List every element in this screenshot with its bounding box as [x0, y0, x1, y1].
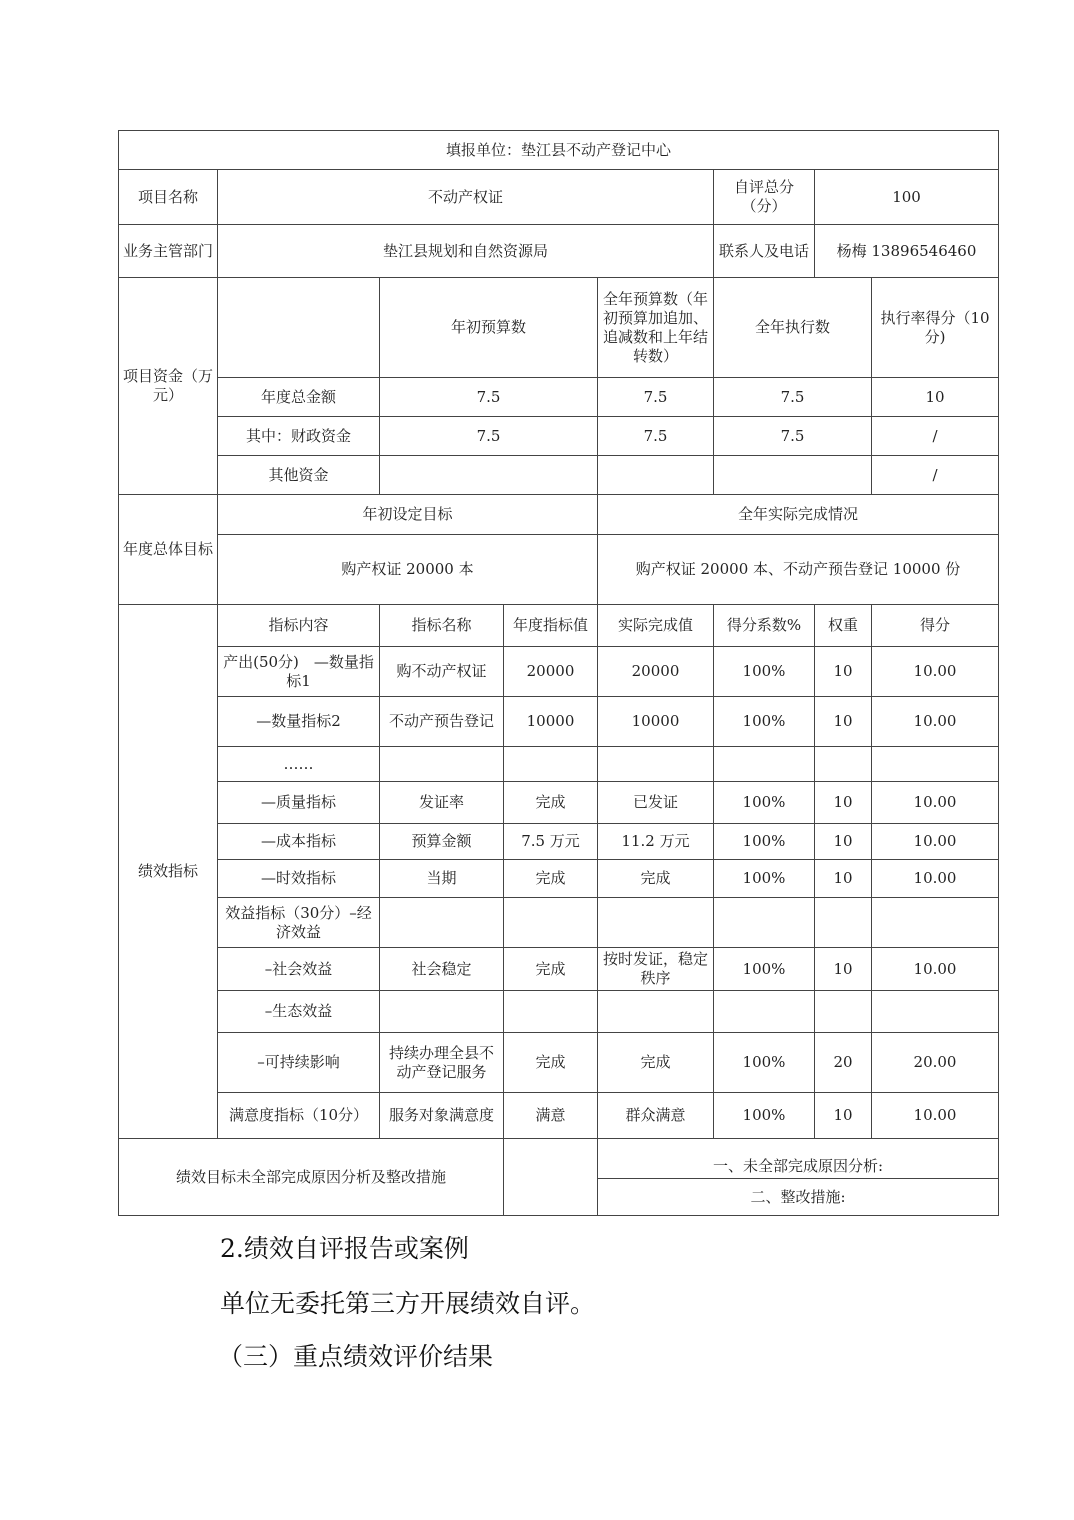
goals-actual-label: 全年实际完成情况: [598, 495, 999, 535]
indicator-score: [872, 991, 999, 1033]
dept-label: 业务主管部门: [119, 225, 218, 278]
indicator-score: 10.00: [872, 860, 999, 898]
indicator-content: 效益指标（30分）–经济效益: [218, 898, 380, 948]
section-heading: 2.绩效自评报告或案例: [220, 1234, 469, 1263]
reporting-unit: 填报单位：垫江县不动产登记中心: [119, 131, 999, 170]
indicator-score: 10.00: [872, 824, 999, 860]
indicator-weight: 10: [815, 1093, 872, 1139]
indicator-actual: 10000: [598, 697, 714, 747]
indicator-name: 预算金额: [380, 824, 504, 860]
indicator-target: 完成: [504, 1033, 598, 1093]
indicator-actual: 已发证: [598, 782, 714, 824]
indicator-actual: 完成: [598, 860, 714, 898]
indicator-coef: 100%: [714, 1033, 815, 1093]
funds-score: /: [872, 456, 999, 495]
indicator-target: 20000: [504, 647, 598, 697]
indicator-score: 20.00: [872, 1033, 999, 1093]
funds-full-year: [598, 456, 714, 495]
table-row: [119, 647, 999, 697]
funds-row: [119, 378, 999, 417]
indicator-actual: 11.2 万元: [598, 824, 714, 860]
indicator-actual: 完成: [598, 1033, 714, 1093]
indicator-score: 10.00: [872, 697, 999, 747]
analysis-reason: 一、未全部完成原因分析:: [598, 1139, 999, 1179]
indicator-coef: 100%: [714, 824, 815, 860]
indicator-coef: [714, 991, 815, 1033]
indicator-header: 年度指标值: [504, 605, 598, 647]
indicator-coef: 100%: [714, 697, 815, 747]
indicator-content: 满意度指标（10分）: [218, 1093, 380, 1139]
funds-row: [119, 456, 999, 495]
indicator-name: 服务对象满意度: [380, 1093, 504, 1139]
indicator-name: 社会稳定: [380, 948, 504, 991]
indicator-target: 完成: [504, 860, 598, 898]
self-score-value: 100: [815, 170, 999, 225]
funds-executed: [714, 456, 872, 495]
indicator-name: [380, 991, 504, 1033]
goals-planned-value: 购产权证 20000 本: [218, 535, 598, 605]
performance-self-evaluation-table: [118, 130, 999, 1216]
indicator-actual: 群众满意: [598, 1093, 714, 1139]
indicator-target: 10000: [504, 697, 598, 747]
table-row: [119, 1093, 999, 1139]
indicator-name: 购不动产权证: [380, 647, 504, 697]
funds-col-executed: 全年执行数: [714, 278, 872, 378]
indicator-weight: 10: [815, 697, 872, 747]
funds-full-year: 7.5: [598, 378, 714, 417]
indicator-target: [504, 898, 598, 948]
indicator-content: –可持续影响: [218, 1033, 380, 1093]
goals-actual-value: 购产权证 20000 本、不动产预告登记 10000 份: [598, 535, 999, 605]
table-row: [119, 948, 999, 991]
indicator-weight: 10: [815, 824, 872, 860]
indicator-content: —质量指标: [218, 782, 380, 824]
indicator-content: –生态效益: [218, 991, 380, 1033]
table-row: [119, 898, 999, 948]
indicator-weight: 10: [815, 948, 872, 991]
table-row: [119, 747, 999, 782]
indicator-weight: 10: [815, 782, 872, 824]
indicator-weight: 10: [815, 860, 872, 898]
dept-value: 垫江县规划和自然资源局: [218, 225, 714, 278]
indicator-name: 当期: [380, 860, 504, 898]
indicator-target: [504, 747, 598, 782]
funds-initial: [380, 456, 598, 495]
indicator-content: —成本指标: [218, 824, 380, 860]
funds-initial: 7.5: [380, 417, 598, 456]
indicator-actual: 按时发证，稳定秩序: [598, 948, 714, 991]
indicator-score: 10.00: [872, 782, 999, 824]
indicator-header: 指标名称: [380, 605, 504, 647]
indicator-name: [380, 747, 504, 782]
funds-row-label: 其中：财政资金: [218, 417, 380, 456]
funds-col-rate-score: 执行率得分（10分): [872, 278, 999, 378]
funds-row: [119, 417, 999, 456]
indicator-score: 10.00: [872, 948, 999, 991]
indicator-name: 持续办理全县不动产登记服务: [380, 1033, 504, 1093]
indicator-weight: 20: [815, 1033, 872, 1093]
indicator-weight: [815, 991, 872, 1033]
analysis-label: 绩效目标未全部完成原因分析及整改措施: [119, 1139, 504, 1216]
funds-row-label: 其他资金: [218, 456, 380, 495]
indicator-content: ……: [218, 747, 380, 782]
indicator-score: [872, 898, 999, 948]
indicators-section-label: 绩效指标: [119, 605, 218, 1139]
indicator-actual: [598, 991, 714, 1033]
funds-initial: 7.5: [380, 378, 598, 417]
table-row: [119, 860, 999, 898]
goals-planned-label: 年初设定目标: [218, 495, 598, 535]
indicator-header: 实际完成值: [598, 605, 714, 647]
funds-section-label: 项目资金（万元）: [119, 278, 218, 495]
analysis-empty: [504, 1139, 598, 1216]
funds-header-empty: [218, 278, 380, 378]
indicator-target: 完成: [504, 782, 598, 824]
indicator-content: —数量指标2: [218, 697, 380, 747]
indicator-actual: 20000: [598, 647, 714, 697]
indicator-target: 满意: [504, 1093, 598, 1139]
indicator-score: [872, 747, 999, 782]
indicator-header: 指标内容: [218, 605, 380, 647]
table-row: [119, 991, 999, 1033]
indicator-name: 发证率: [380, 782, 504, 824]
indicator-content: 产出(50分) —数量指标1: [218, 647, 380, 697]
contact-value: 杨梅 13896546460: [815, 225, 999, 278]
indicator-score: 10.00: [872, 1093, 999, 1139]
funds-score: /: [872, 417, 999, 456]
analysis-measures: 二、整改措施:: [598, 1179, 999, 1216]
funds-col-full-year: 全年预算数（年初预算加追加、追减数和上年结转数）: [598, 278, 714, 378]
indicator-actual: [598, 747, 714, 782]
body-sentence: 单位无委托第三方开展绩效自评。: [220, 1289, 596, 1318]
project-name-value: 不动产权证: [218, 170, 714, 225]
indicator-target: 7.5 万元: [504, 824, 598, 860]
table-row: [119, 697, 999, 747]
contact-label: 联系人及电话: [714, 225, 815, 278]
funds-score: 10: [872, 378, 999, 417]
table-row: [119, 782, 999, 824]
indicator-content: —时效指标: [218, 860, 380, 898]
table-row: [119, 824, 999, 860]
project-name-label: 项目名称: [119, 170, 218, 225]
indicator-header: 得分系数%: [714, 605, 815, 647]
indicator-score: 10.00: [872, 647, 999, 697]
funds-col-initial: 年初预算数: [380, 278, 598, 378]
indicator-coef: [714, 747, 815, 782]
indicator-name: [380, 898, 504, 948]
goals-section-label: 年度总体目标: [119, 495, 218, 605]
indicator-coef: 100%: [714, 860, 815, 898]
table-row: [119, 1033, 999, 1093]
indicator-weight: 10: [815, 647, 872, 697]
funds-executed: 7.5: [714, 378, 872, 417]
funds-row-label: 年度总金额: [218, 378, 380, 417]
indicator-coef: 100%: [714, 647, 815, 697]
indicator-content: –社会效益: [218, 948, 380, 991]
indicator-weight: [815, 898, 872, 948]
indicator-coef: [714, 898, 815, 948]
funds-full-year: 7.5: [598, 417, 714, 456]
indicator-target: 完成: [504, 948, 598, 991]
indicator-coef: 100%: [714, 782, 815, 824]
indicator-target: [504, 991, 598, 1033]
indicator-actual: [598, 898, 714, 948]
funds-executed: 7.5: [714, 417, 872, 456]
self-score-label: 自评总分（分）: [714, 170, 815, 225]
indicator-weight: [815, 747, 872, 782]
subsection-heading: （三）重点绩效评价结果: [218, 1342, 494, 1371]
indicator-header: 得分: [872, 605, 999, 647]
indicator-name: 不动产预告登记: [380, 697, 504, 747]
indicator-header: 权重: [815, 605, 872, 647]
indicator-coef: 100%: [714, 948, 815, 991]
indicator-coef: 100%: [714, 1093, 815, 1139]
